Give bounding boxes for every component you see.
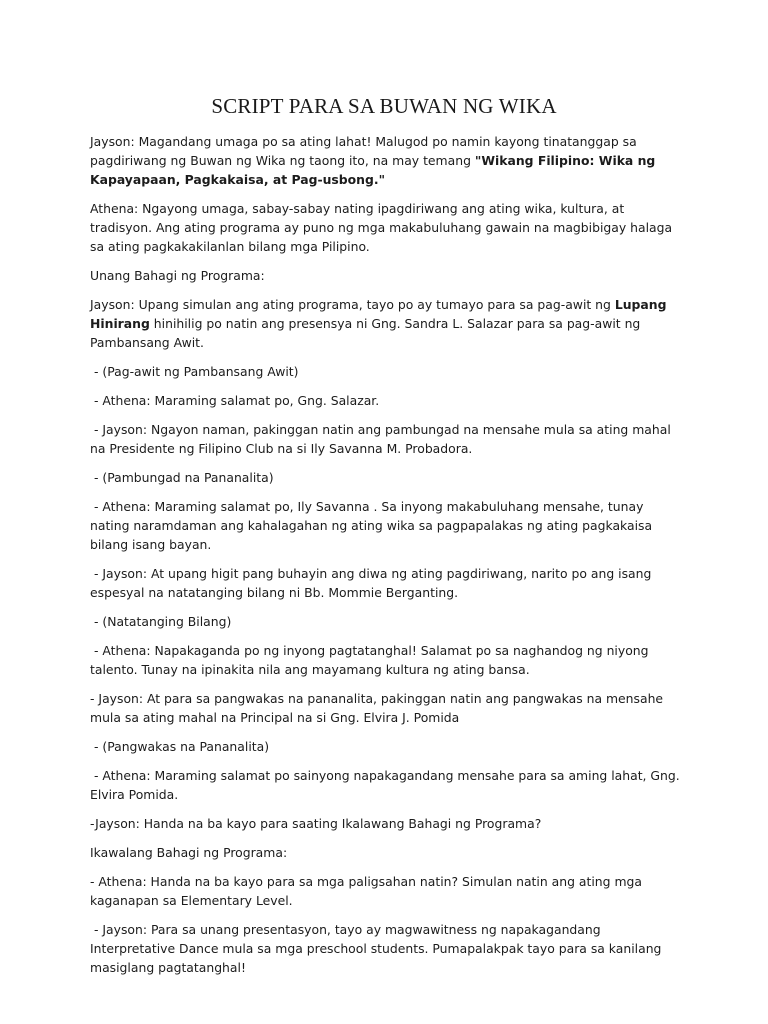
document-body xyxy=(90,132,686,987)
paragraph-athena-praise: - Athena: Napakaganda po ng inyong pagtatanghal! Salamat po sa naghandog ng niyong talento. Tunay na ipinakita nila ang mayamang kultura ng ating bansa. xyxy=(90,643,653,677)
document-title: SCRIPT PARA SA BUWAN NG WIKA xyxy=(211,94,557,118)
theme-text: "Wikang Filipino: Wika ng Kapayapaan, Pagkakaisa, at Pag-usbong." xyxy=(90,153,656,187)
paragraph-jayson-closing-message: - Jayson: At para sa pangwakas na pananalita, pakinggan natin ang pangwakas na mensahe mula sa ating mahal na Principal na si Gng. Elvira J. Pomida xyxy=(90,691,664,725)
section-heading-part-two: Ikawalang Bahagi ng Programa: xyxy=(90,845,288,860)
section-heading-part-one: Unang Bahagi ng Programa: xyxy=(90,268,265,283)
stage-direction-closing-remarks: - (Pangwakas na Pananalita) xyxy=(90,739,270,754)
paragraph-jayson-opening-message: - Jayson: Ngayon naman, pakinggan natin ang pambungad na mensahe mula sa ating mahal na Presidente ng Filipino Club na si Ily Savanna M. Probadora. xyxy=(90,422,675,456)
stage-direction-opening-remarks: - (Pambungad na Pananalita) xyxy=(90,470,274,485)
stage-direction-special-number: - (Natatanging Bilang) xyxy=(90,614,232,629)
paragraph-jayson-opening: Jayson: Magandang umaga po sa ating lahat! Malugod po namin kayong tinatanggap sa pagdiriwang ng Buwan ng Wika ng taong ito, na may temang "Wikang Filipino: Wika ng Kapayapaan, Pagkakaisa, at Pag-usbong." xyxy=(90,134,656,187)
paragraph-athena-intro: Athena: Ngayong umaga, sabay-sabay nating ipagdiriwang ang ating wika, kultura, at tradisyon. Ang ating programa ay puno ng mga makabuluhang gawain na magbibigay halaga sa ating pagkakakilanlan bilang mga Pilipino. xyxy=(90,201,673,254)
paragraph-jayson-part-two-prompt: -Jayson: Handa na ba kayo para saating Ikalawang Bahagi ng Programa? xyxy=(90,816,542,831)
paragraph-jayson-anthem: Jayson: Upang simulan ang ating programa, tayo po ay tumayo para sa pag-awit ng Lupang Hinirang hinihilig po natin ang presensya ni Gng. Sandra L. Salazar para sa pag-awit ng Pambansang Awit. xyxy=(90,297,667,350)
anthem-name: Lupang Hinirang xyxy=(90,297,667,331)
paragraph-jayson-interpretative-dance: - Jayson: Para sa unang presentasyon, tayo ay magwawitness ng napakagandang Interpretative Dance mula sa mga preschool students. Pumapalakpak tayo para sa kanilang masiglang pagtatanghal! xyxy=(90,922,666,975)
paragraph-athena-contests: - Athena: Handa na ba kayo para sa mga paligsahan natin? Simulan natin ang ating mga kaganapan sa Elementary Level. xyxy=(90,874,642,908)
paragraph-athena-thanks-pomida: - Athena: Maraming salamat po sainyong napakagandang mensahe para sa aming lahat, Gng. Elvira Pomida. xyxy=(90,768,684,802)
paragraph-athena-thanks-savanna: - Athena: Maraming salamat po, Ily Savanna . Sa inyong makabuluhang mensahe, tunay nating naramdaman ang kahalagahan ng ating wika sa pagpapalakas ng ating pagkakaisa bilang isang bayan. xyxy=(90,499,657,552)
paragraph-athena-thanks-salazar: - Athena: Maraming salamat po, Gng. Salazar. xyxy=(90,393,380,408)
paragraph-jayson-special-number: - Jayson: At upang higit pang buhayin ang diwa ng ating pagdiriwang, narito po ang isang espesyal na natatanging bilang ni Bb. Mommie Berganting. xyxy=(90,566,656,600)
stage-direction-anthem: - (Pag-awit ng Pambansang Awit) xyxy=(90,364,299,379)
